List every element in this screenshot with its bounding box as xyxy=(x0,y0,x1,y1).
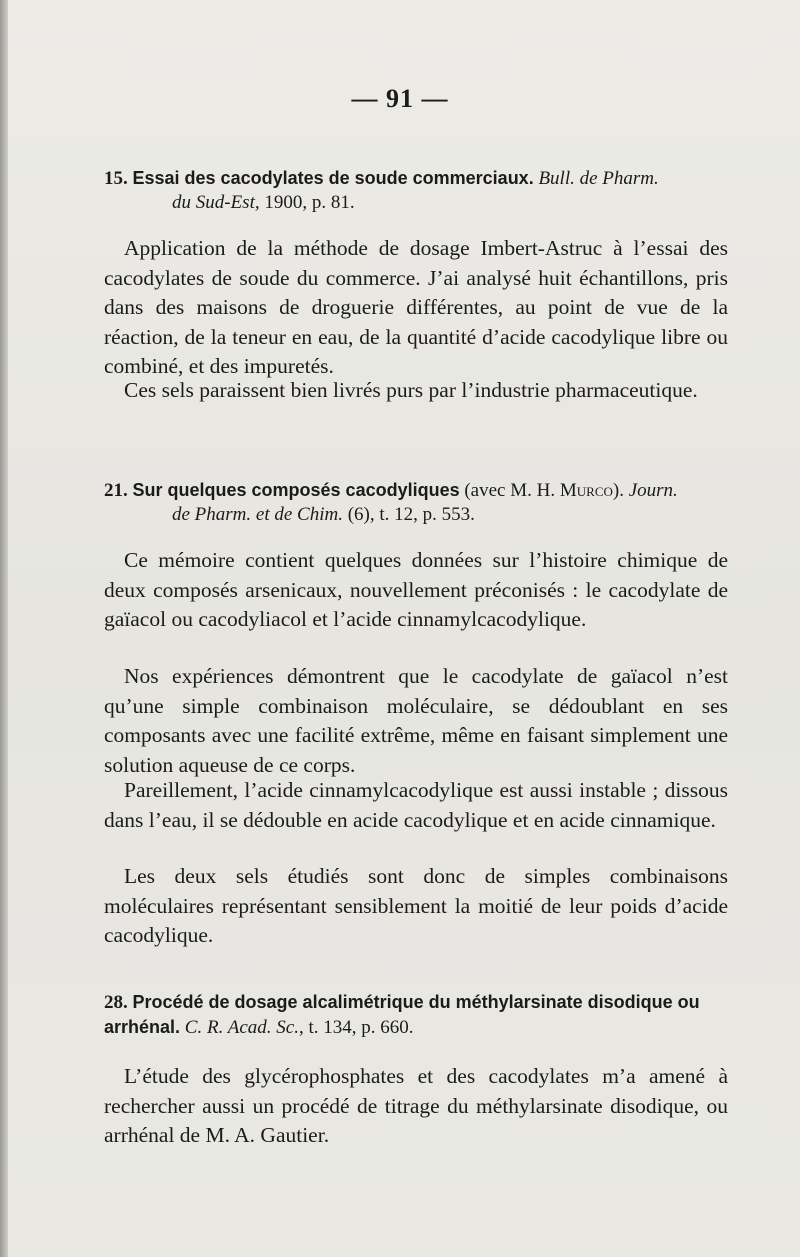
entry-15-paragraph-2: Ces sels paraissent bien livrés purs par l’industrie pharmaceutique. xyxy=(124,378,698,402)
coauthor-name: Murco xyxy=(559,480,613,501)
entry-15-paragraph-1: Application de la méthode de dosage Imbert-Astruc à l’essai des cacodylates de soude du commerce. J’ai analysé huit échantillons, pris dans des maisons de droguerie différentes, au point de vue de la réaction, de la teneur en eau, de la quantité d’acide cacodylique libre ou combiné, et des impuretés. xyxy=(104,236,728,378)
entry-reference-detail: , t. 134, p. 660. xyxy=(298,1017,414,1038)
entry-reference: C. R. Acad. Sc. xyxy=(184,1017,299,1038)
entry-21-paragraph-3: Pareillement, l’acide cinnamylcacodylique est aussi instable ; dissous dans l’eau, il se dédouble en acide cacodylique et en acide cinnamique. xyxy=(104,778,728,832)
entry-21-paragraph-2: Nos expériences démontrent que le cacodylate de gaïacol n’est qu’une simple combinaison moléculaire, se dédoublant en ses composants avec une facilité extrême, même en faisant simplement une solution aqueuse de ce corps. xyxy=(104,664,728,777)
entry-21-paragraph-4: Les deux sels étudiés sont donc de simples combinaisons moléculaires représentant sensiblement la moitié de leur poids d’acide cacodylique. xyxy=(104,864,728,947)
entry-reference: Journ. xyxy=(628,480,678,501)
entry-number: 21. xyxy=(104,480,128,501)
entry-title: Procédé de dosage alcalimétrique du méthylarsinate disodique ou arrhénal. xyxy=(104,992,700,1037)
entry-28-heading xyxy=(104,990,728,1040)
entry-title: Essai des cacodylates de soude commerciaux. xyxy=(132,168,534,188)
page-left-edge xyxy=(0,0,8,1257)
entry-21-heading: 21. Sur quelques composés cacodyliques (avec M. H. Murco). Journ. de Pharm. et de Chim. (6), t. 12, p. 553. xyxy=(104,480,678,525)
page-folio: — 91 — xyxy=(351,84,449,113)
entry-number: 15. xyxy=(104,168,128,189)
entry-reference-journal: du Sud-Est, xyxy=(172,192,260,213)
entry-number: 28. xyxy=(104,992,128,1013)
entry-21-paragraph-1: Ce mémoire contient quelques données sur l’histoire chimique de deux composés arsenicaux, nouvellement préconisés : le cacodylate de gaïacol ou cacodyliacol et l’acide cinnamylcacodylique. xyxy=(104,548,728,631)
entry-reference: Bull. de Pharm. xyxy=(538,168,659,189)
entry-28-paragraph-1: L’étude des glycérophosphates et des cacodylates m’a amené à rechercher aussi un procédé de titrage du méthylarsinate disodique, ou arrhénal de M. A. Gautier. xyxy=(104,1064,728,1147)
entry-reference-journal: de Pharm. et de Chim. xyxy=(172,504,343,525)
entry-reference-detail: 1900, p. 81. xyxy=(259,192,355,213)
entry-title: Sur quelques composés cacodyliques xyxy=(132,480,460,500)
entry-reference-detail: (6), t. 12, p. 553. xyxy=(342,504,475,525)
entry-15-heading xyxy=(104,166,728,215)
